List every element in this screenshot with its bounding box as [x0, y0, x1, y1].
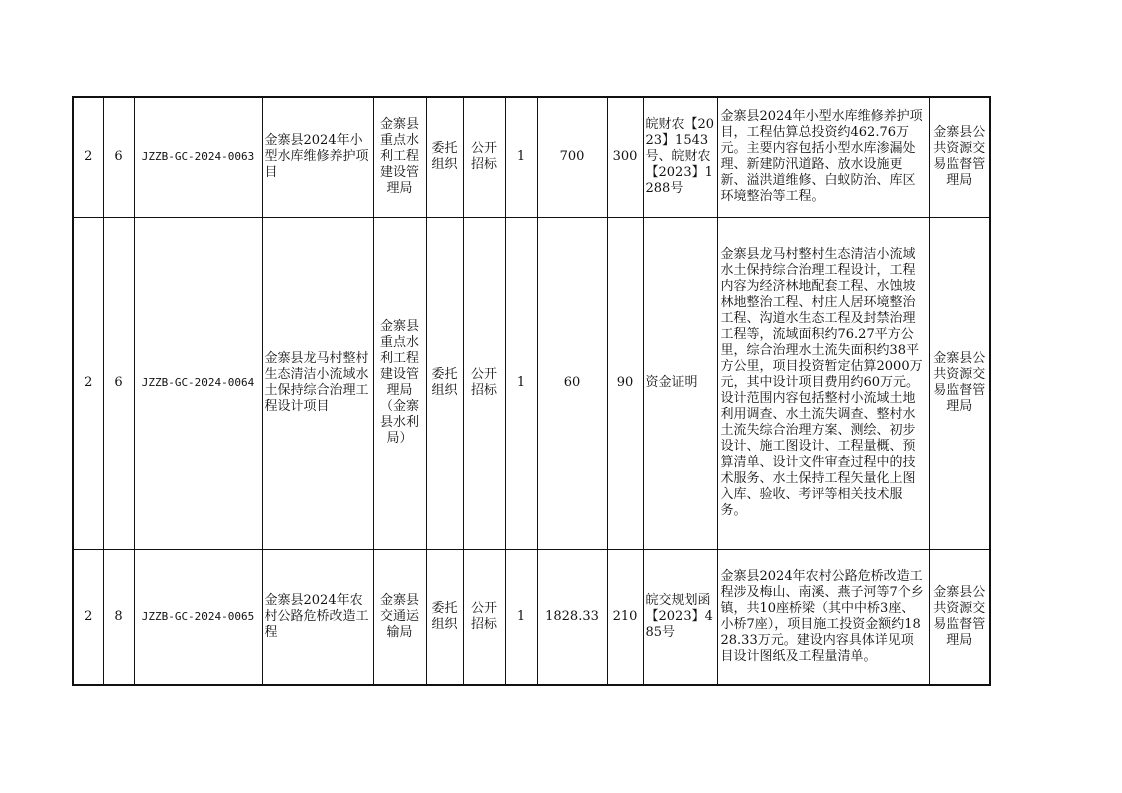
count-cell: 1	[505, 549, 537, 685]
count-cell: 1	[505, 97, 537, 217]
description-cell: 金寨县2024年小型水库维修养护项目，工程估算总投资约462.76万元。主要内容包括小型水库渗漏处理、新建防汛道路、放水设施更新、溢洪道维修、白蚁防治、库区环境整治等工程。	[717, 97, 929, 217]
supervisor-cell: 金寨县公共资源交易监督管理局	[929, 217, 990, 549]
table-row	[73, 217, 990, 549]
table-row	[73, 97, 990, 217]
amount-cell: 60	[537, 217, 607, 549]
project-code-cell: JZZB-GC-2024-0065	[134, 549, 262, 685]
col-a-cell: 2	[73, 217, 103, 549]
col-b-cell: 6	[103, 217, 134, 549]
owner-cell: 金寨县交通运输局	[373, 549, 426, 685]
period-cell: 90	[607, 217, 643, 549]
amount-cell: 1828.33	[537, 549, 607, 685]
owner-cell: 金寨县重点水利工程建设管理局	[373, 97, 426, 217]
project-code-cell: JZZB-GC-2024-0063	[134, 97, 262, 217]
period-cell: 210	[607, 549, 643, 685]
project-name-cell: 金寨县2024年农村公路危桥改造工程	[262, 549, 373, 685]
period-cell: 300	[607, 97, 643, 217]
description-cell: 金寨县2024年农村公路危桥改造工程涉及梅山、南溪、燕子河等7个乡镇，共10座桥梁（其中中桥3座、小桥7座），项目施工投资金额约1828.33万元。建设内容具体详见项目设计图纸及工程量清单。	[717, 549, 929, 685]
col-a-cell: 2	[73, 549, 103, 685]
organization-method-cell: 委托组织	[426, 549, 463, 685]
description-cell: 金寨县龙马村整村生态清洁小流域水土保持综合治理工程设计，工程内容为经济林地配套工程、水蚀坡林地整治工程、村庄人居环境整治工程、沟道水生态工程及封禁治理工程等，流域面积约76.27平方公里，综合治理水土流失面积约38平方公里，项目投资暂定估算2000万元，其中设计项目费用约60万元。设计范围内容包括整村小流域土地利用调查、水土流失调查、整村水土流失综合治理方案、测绘、初步设计、施工图设计、工程量概、预算清单、设计文件审查过程中的技术服务、水土保持工程矢量化上图入库、验收、考评等相关技术服务。	[717, 217, 929, 549]
col-b-cell: 6	[103, 97, 134, 217]
supervisor-cell: 金寨县公共资源交易监督管理局	[929, 97, 990, 217]
funding-source-cell: 资金证明	[643, 217, 717, 549]
organization-method-cell: 委托组织	[426, 217, 463, 549]
bidding-method-cell: 公开招标	[463, 217, 505, 549]
project-schedule-table	[72, 96, 991, 686]
funding-source-cell: 皖财农【2023】1543号、皖财农【2023】1288号	[643, 97, 717, 217]
project-name-cell: 金寨县龙马村整村生态清洁小流域水土保持综合治理工程设计项目	[262, 217, 373, 549]
table-row	[73, 549, 990, 685]
col-b-cell: 8	[103, 549, 134, 685]
funding-source-cell: 皖交规划函【2023】485号	[643, 549, 717, 685]
owner-cell: 金寨县重点水利工程建设管理局（金寨县水利局）	[373, 217, 426, 549]
amount-cell: 700	[537, 97, 607, 217]
bidding-method-cell: 公开招标	[463, 549, 505, 685]
bidding-method-cell: 公开招标	[463, 97, 505, 217]
organization-method-cell: 委托组织	[426, 97, 463, 217]
project-name-cell: 金寨县2024年小型水库维修养护项目	[262, 97, 373, 217]
supervisor-cell: 金寨县公共资源交易监督管理局	[929, 549, 990, 685]
count-cell: 1	[505, 217, 537, 549]
project-code-cell: JZZB-GC-2024-0064	[134, 217, 262, 549]
col-a-cell: 2	[73, 97, 103, 217]
